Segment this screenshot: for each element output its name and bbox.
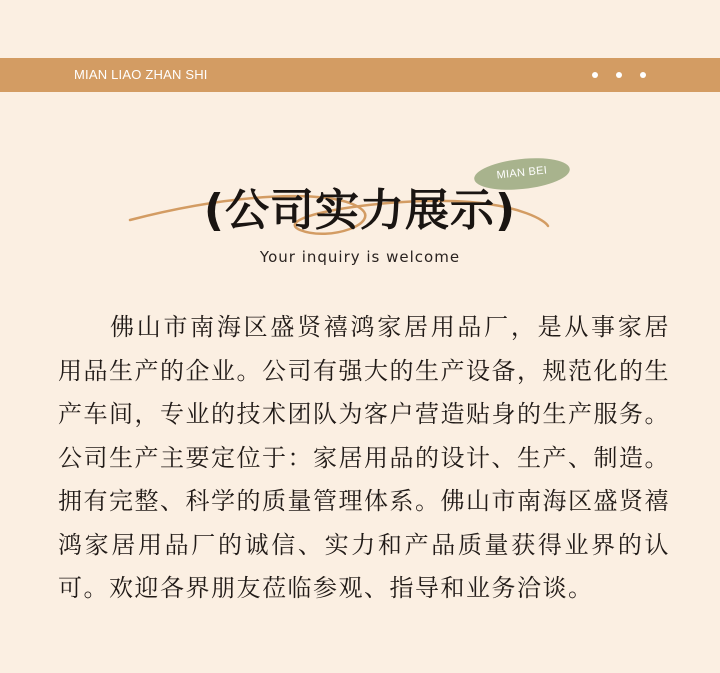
badge-text: MIAN BEI (496, 164, 548, 182)
page-title: (公司实力展示) (203, 185, 517, 236)
title-section (0, 150, 720, 260)
top-banner (0, 58, 720, 92)
three-dots-icon (592, 72, 646, 78)
dot (616, 72, 622, 78)
company-description: 佛山市南海区盛贤禧鸿家居用品厂，是从事家居用品生产的企业。公司有强大的生产设备，规范化的生产车间，专业的技术团队为客户营造贴身的生产服务。公司生产主要定位于：家居用品的设计、生产、制造。拥有完整、科学的质量管理体系。佛山市南海区盛贤禧鸿家居用品厂的诚信、实力和产品质量获得业界的认可。欢迎各界朋友莅临参观、指导和业务洽谈。 (58, 313, 670, 602)
dot (592, 72, 598, 78)
dot (640, 72, 646, 78)
subtitle: Your inquiry is welcome (259, 248, 461, 266)
banner-text: MIAN LIAO ZHAN SHI (74, 67, 208, 82)
